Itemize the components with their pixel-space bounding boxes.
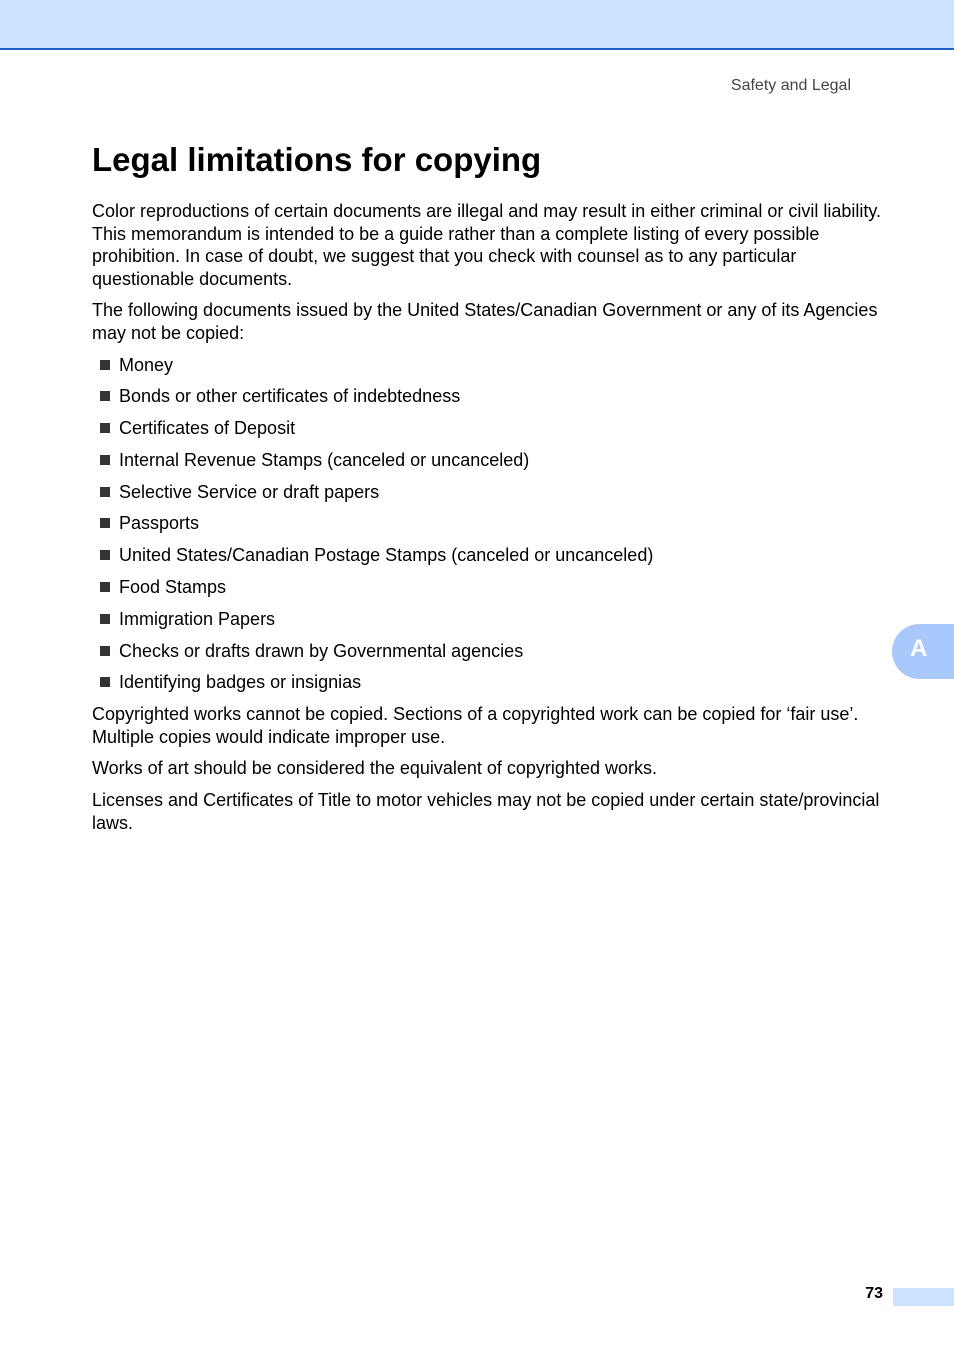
list-item-text: Immigration Papers	[119, 608, 276, 629]
list-item-text: Checks or drafts drawn by Governmental agencies	[119, 640, 524, 661]
main-content	[92, 200, 892, 843]
paragraph-copyright: Copyrighted works cannot be copied. Sections of a copyrighted work can be copied for ‘fair use’. Multiple copies would indicate improper use.	[92, 704, 859, 747]
paragraph-works-of-art: Works of art should be considered the equivalent of copyrighted works.	[92, 758, 657, 779]
paragraph-licenses: Licenses and Certificates of Title to motor vehicles may not be copied under certain state/provincial laws.	[92, 789, 880, 833]
square-bullet-icon	[100, 550, 110, 560]
list-item	[92, 417, 892, 440]
square-bullet-icon	[100, 614, 110, 624]
square-bullet-icon	[100, 423, 110, 433]
list-item-text: United States/Canadian Postage Stamps (canceled or uncanceled)	[119, 545, 654, 566]
page-number: 73	[865, 1285, 883, 1302]
list-item-text: Certificates of Deposit	[119, 418, 296, 439]
square-bullet-icon	[100, 487, 110, 497]
list-item-text: Internal Revenue Stamps (canceled or uncanceled)	[119, 449, 530, 470]
list-item	[92, 449, 892, 472]
running-header: Safety and Legal	[730, 77, 851, 94]
list-item-text: Passports	[119, 513, 200, 534]
paragraph-intro: Color reproductions of certain documents are illegal and may result in either criminal or civil liability. This memorandum is intended to be a guide rather than a complete listing of every possible prohibition. In case of doubt, we suggest that you check with counsel as to any particular questionable documents.	[92, 201, 882, 289]
square-bullet-icon	[100, 391, 110, 401]
list-item	[92, 608, 892, 631]
page-title: Legal limitations for copying	[92, 141, 542, 178]
list-item	[92, 354, 892, 377]
square-bullet-icon	[100, 360, 110, 370]
page-number-bar	[893, 1288, 954, 1306]
prohibited-documents-list	[92, 354, 892, 694]
square-bullet-icon	[100, 455, 110, 465]
list-item-text: Identifying badges or insignias	[119, 672, 362, 693]
square-bullet-icon	[100, 677, 110, 687]
square-bullet-icon	[100, 646, 110, 656]
paragraph-list-intro: The following documents issued by the United States/Canadian Government or any of its Agencies may not be copied:	[92, 300, 878, 343]
list-item-text: Selective Service or draft papers	[119, 481, 380, 502]
list-item	[92, 481, 892, 504]
chapter-tab-label: A	[910, 635, 928, 662]
list-item	[92, 544, 892, 567]
chapter-tab[interactable]	[892, 624, 954, 679]
list-item	[92, 576, 892, 599]
list-item	[92, 385, 892, 408]
list-item	[92, 640, 892, 663]
square-bullet-icon	[100, 582, 110, 592]
square-bullet-icon	[100, 518, 110, 528]
header-band	[0, 0, 954, 50]
list-item	[92, 671, 892, 694]
list-item-text: Food Stamps	[119, 577, 227, 598]
list-item-text: Money	[119, 354, 174, 375]
list-item-text: Bonds or other certificates of indebtedness	[119, 386, 461, 407]
list-item	[92, 512, 892, 535]
